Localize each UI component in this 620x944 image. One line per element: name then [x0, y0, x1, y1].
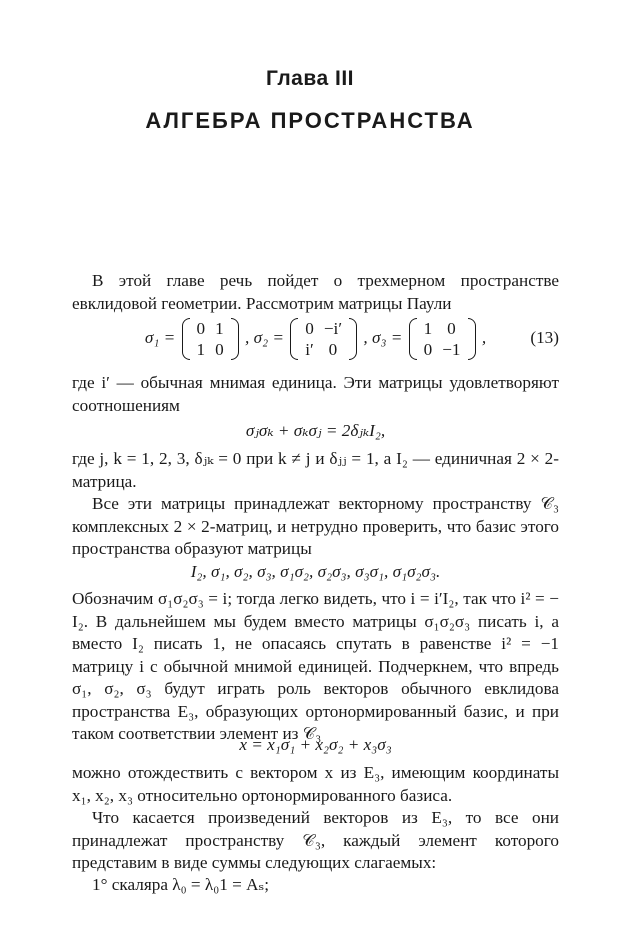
paragraph-products [72, 807, 559, 875]
chapter-title: АЛГЕБРА ПРОСТРАНСТВА [145, 108, 475, 133]
paragraph-imaginary-unit [72, 372, 559, 417]
matrix-cell: −1 [442, 340, 461, 360]
matrix-cell: −i′ [323, 319, 343, 339]
matrix-cell: 1 [215, 319, 224, 339]
matrix-cell: 1 [423, 319, 433, 339]
equation-basis: I₂, σ₁, σ₂, σ₃, σ₁σ₂, σ₂σ₃, σ₃σ₁, σ₁σ₂σ₃. [190, 562, 441, 581]
paragraph-pseudoscalar [72, 588, 559, 746]
kronecker-text: где j, k = 1, 2, 3, δⱼₖ = 0 при k ≠ j и δⱼⱼ = 1, а I₂ — единичная 2 × 2-матрица. [72, 449, 559, 491]
paragraph-scalar-item [72, 874, 559, 897]
chapter-label: Глава III [265, 67, 355, 90]
pseudoscalar-text: Обозначим σ₁σ₂σ₃ = i; тогда легко видеть, что i = i′I₂, так что i² = − I₂. В дальнейшем мы будем вместо матрицы σ₁σ₂σ₃ писать i, а вместо I₂ писать 1, не опасаясь спутать в равенстве i² = −1 матрицу i с обычной мнимой единицей. Подчеркнем, что впредь σ₁, σ₂, σ₃ будут играть роль векторов обычного евклидова пространства E₃, образующих ортонормированный базис, и при таком соответствии элемент из 𝒞₃ [72, 589, 559, 743]
paragraph-intro [72, 270, 559, 315]
intro-text: В этой главе речь пойдет о трехмерном пространстве евклидовой геометрии. Рассмотрим матрицы Паули [72, 271, 559, 313]
sigma2-matrix [290, 318, 357, 360]
matrix-cell: i′ [305, 340, 314, 360]
matrix-cell: 0 [215, 340, 224, 360]
products-text: Что касается произведений векторов из E₃, то все они принадлежат пространству 𝒞₃, каждый элемент которого представим в виде суммы следующих слагаемых: [72, 808, 559, 872]
coordinates-text: можно отождествить с вектором x из E₃, имеющим координаты x₁, x₂, x₃ относительно ортонормированного базиса. [72, 763, 559, 805]
sigma3-label: , σ₃ = [363, 328, 403, 347]
equation-13 [72, 314, 559, 362]
matrix-cell: 0 [423, 340, 433, 360]
matrix-cell: 0 [196, 319, 206, 339]
equation-anticommutation: σⱼσₖ + σₖσⱼ = 2δⱼₖI₂, [245, 421, 386, 440]
paragraph-coordinates [72, 762, 559, 807]
paragraph-basis [72, 493, 559, 561]
matrix-cell: 1 [196, 340, 206, 360]
scalar-item-text: 1° скаляра λ₀ = λ₀1 = Aₛ; [92, 875, 270, 894]
sigma3-matrix [409, 318, 476, 360]
equation-13-tail: , [481, 328, 487, 347]
equation-number: (13) [530, 328, 559, 347]
sigma1-matrix [182, 318, 239, 360]
imaginary-unit-text: где i′ — обычная мнимая единица. Эти матрицы удовлетворяют соотношениям [72, 373, 559, 415]
matrix-cell: 0 [328, 340, 338, 360]
matrix-cell: 0 [447, 319, 456, 339]
sigma2-label: , σ₂ = [245, 328, 284, 347]
basis-text: Все эти матрицы принадлежат векторному пространству 𝒞₃ комплексных 2 × 2-матриц, и нетрудно проверить, что базис этого пространства образуют матрицы [72, 494, 559, 558]
matrix-cell: 0 [305, 319, 314, 339]
paragraph-kronecker [72, 448, 559, 493]
equation-vector-x: x = x₁σ₁ + x₂σ₂ + x₃σ₃ [239, 735, 392, 754]
sigma1-label: σ₁ = [144, 328, 176, 347]
